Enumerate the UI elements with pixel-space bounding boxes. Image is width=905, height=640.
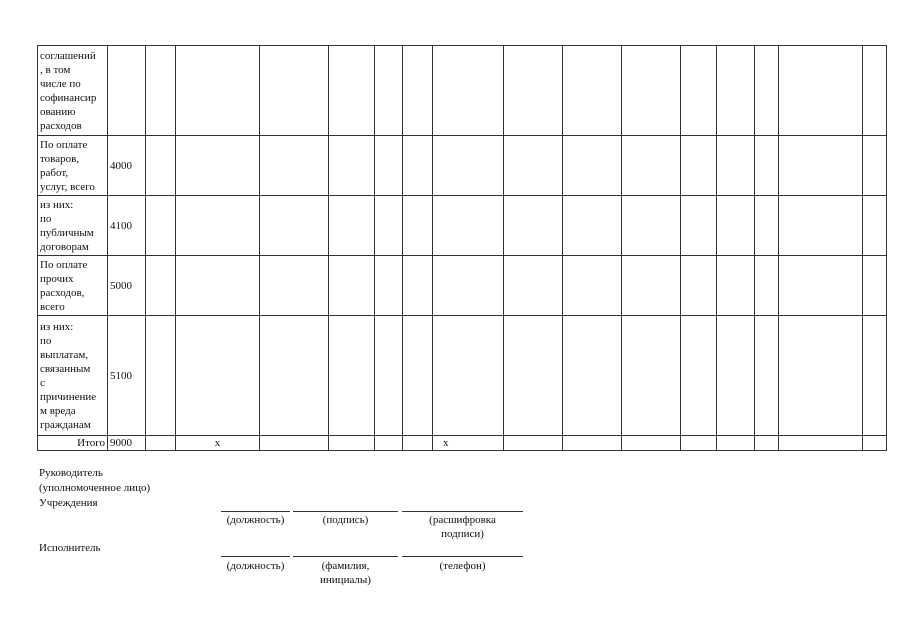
table-cell[interactable] [681,196,717,256]
table-cell[interactable] [622,196,681,256]
head-decode-line[interactable] [402,511,523,512]
row-code: 4100 [108,196,146,256]
table-cell[interactable] [755,316,779,436]
table-cell[interactable] [622,256,681,316]
table-cell[interactable] [329,436,375,451]
table-cell[interactable] [375,256,403,316]
table-cell[interactable] [863,136,887,196]
table-cell[interactable] [403,46,433,136]
table-cell[interactable] [779,436,863,451]
table-cell[interactable] [563,46,622,136]
table-cell[interactable] [146,436,176,451]
exec-phone-line[interactable] [402,556,523,557]
table-cell[interactable] [146,256,176,316]
table-cell[interactable] [176,196,260,256]
row-code: 4000 [108,136,146,196]
head-label-2: (уполномоченное лицо) [39,482,151,494]
table-cell[interactable] [717,256,755,316]
report-table [37,45,887,451]
table-cell[interactable] [260,196,329,256]
head-position-line[interactable] [221,511,290,512]
table-cell[interactable] [717,136,755,196]
table-cell[interactable] [176,136,260,196]
table-cell[interactable] [329,256,375,316]
table-cell[interactable] [622,436,681,451]
table-cell[interactable] [504,136,563,196]
table-cell[interactable] [433,46,504,136]
table-cell[interactable] [176,256,260,316]
row-name: из них: по публичным договорам [38,196,108,256]
table-cell[interactable] [403,256,433,316]
table-cell[interactable] [146,136,176,196]
table-cell[interactable] [563,196,622,256]
table-cell[interactable] [755,136,779,196]
total-code: 9000 [108,436,146,451]
table-cell[interactable] [260,316,329,436]
row-code [108,46,146,136]
table-cell[interactable] [146,46,176,136]
table-cell[interactable] [375,136,403,196]
table-cell[interactable] [755,196,779,256]
table-cell[interactable] [403,436,433,451]
row-name: По оплате прочих расходов, всего [38,256,108,316]
table-cell[interactable] [260,136,329,196]
head-label-1: Руководитель [39,467,103,479]
table-cell[interactable] [755,46,779,136]
table-cell[interactable] [260,436,329,451]
table-cell[interactable] [375,46,403,136]
table-cell[interactable] [403,136,433,196]
table-cell[interactable] [504,256,563,316]
exec-cap-name: (фамилия, инициалы) [320,560,371,586]
table-cell[interactable] [863,316,887,436]
row-code: 5000 [108,256,146,316]
table-cell[interactable] [563,316,622,436]
table-cell[interactable] [433,136,504,196]
total-mark: x [176,436,260,451]
head-cap-signature: (подпись) [322,514,369,526]
table-cell[interactable] [433,316,504,436]
table-cell[interactable] [779,46,863,136]
table-cell[interactable] [176,316,260,436]
table-cell[interactable] [260,256,329,316]
row-name: соглашений , в том числе по софинансир ованию расходов [38,46,108,136]
table-cell[interactable] [717,196,755,256]
table-cell[interactable] [329,316,375,436]
table-cell[interactable] [755,256,779,316]
head-cap-position: (должность) [226,514,285,526]
table-cell[interactable] [863,46,887,136]
table-cell[interactable] [681,136,717,196]
exec-name-line[interactable] [293,556,398,557]
table-row [38,196,887,256]
table-cell[interactable] [717,316,755,436]
table-cell[interactable] [403,316,433,436]
table-cell[interactable] [622,316,681,436]
table-cell[interactable] [329,196,375,256]
table-cell[interactable] [433,256,504,316]
table-cell[interactable] [146,316,176,436]
table-cell[interactable] [717,436,755,451]
table-cell[interactable] [863,256,887,316]
table-cell[interactable] [779,136,863,196]
table-cell[interactable] [863,436,887,451]
table-cell[interactable] [681,46,717,136]
table-cell[interactable] [375,316,403,436]
table-cell[interactable] [375,196,403,256]
table-cell[interactable] [176,46,260,136]
exec-cap-position: (должность) [226,560,285,572]
head-label-3: Учреждения [39,497,98,509]
table-cell[interactable] [375,436,403,451]
table-row [38,46,887,136]
table-cell[interactable] [622,46,681,136]
table-cell[interactable] [681,256,717,316]
head-signature-line[interactable] [293,511,398,512]
table-cell[interactable] [504,46,563,136]
head-cap-decode: (расшифровка подписи) [429,514,496,540]
table-cell[interactable] [403,196,433,256]
table-cell[interactable] [755,436,779,451]
table-cell[interactable] [563,436,622,451]
row-code: 5100 [108,316,146,436]
table-cell[interactable] [779,196,863,256]
table-cell[interactable] [779,316,863,436]
table-cell[interactable] [779,256,863,316]
table-row [38,136,887,196]
table-cell[interactable] [504,436,563,451]
table-cell[interactable] [260,46,329,136]
table-cell[interactable] [146,196,176,256]
table-cell[interactable] [504,316,563,436]
exec-position-line[interactable] [221,556,290,557]
table-cell[interactable] [563,256,622,316]
table-cell[interactable] [681,316,717,436]
total-mark: x [433,436,504,451]
table-cell[interactable] [622,136,681,196]
table-cell[interactable] [329,46,375,136]
row-name: из них: по выплатам, связанным с причинение м вреда гражданам [38,316,108,436]
table-cell[interactable] [863,196,887,256]
table-row [38,256,887,316]
table-cell[interactable] [329,136,375,196]
table-cell[interactable] [504,196,563,256]
exec-label: Исполнитель [39,542,101,554]
total-label: Итого [38,436,108,451]
table-cell[interactable] [717,46,755,136]
table-row [38,316,887,436]
exec-cap-phone: (телефон) [439,560,486,572]
table-cell[interactable] [681,436,717,451]
row-name: По оплате товаров, работ, услуг, всего [38,136,108,196]
total-row [38,436,887,451]
table-cell[interactable] [563,136,622,196]
table-cell[interactable] [433,196,504,256]
